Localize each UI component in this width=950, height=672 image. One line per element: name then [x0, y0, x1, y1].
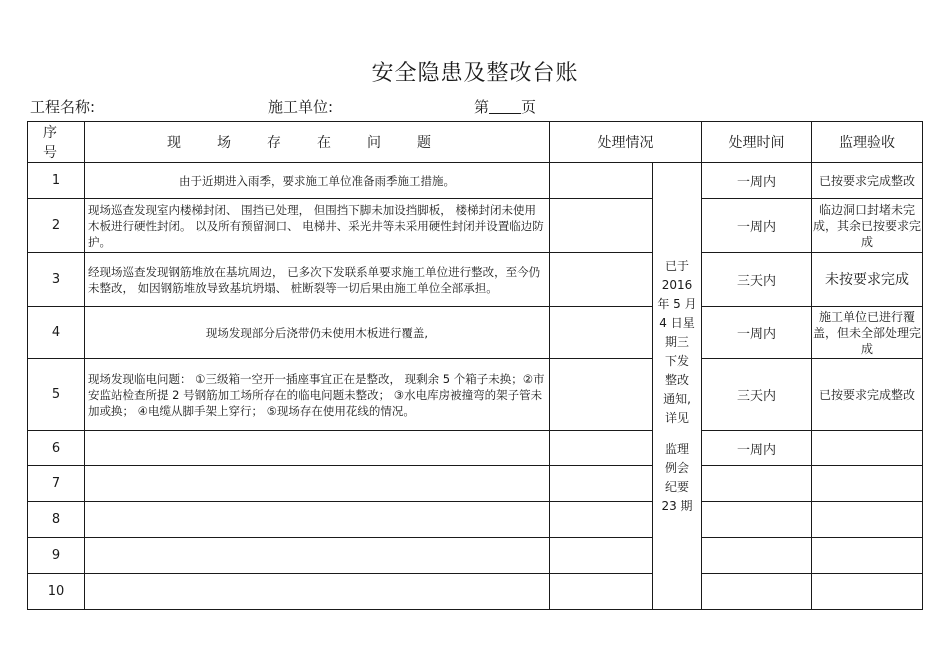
- row-number: 4: [28, 307, 85, 359]
- hazard-ledger-table: [27, 121, 923, 610]
- acceptance-cell: [812, 466, 923, 502]
- row-number: 6: [28, 431, 85, 466]
- handling-time-cell: 一周内: [702, 199, 812, 253]
- handling-cell: [550, 431, 653, 466]
- document-title: 安全隐患及整改台账: [371, 61, 579, 86]
- issue-text: 经现场巡查发现钢筋堆放在基坑周边， 已多次下发联系单要求施工单位进行整改，至今仍未整改， 如因钢筋堆放导致基坑坍塌、 桩断裂等一切后果由施工单位全部承担。: [88, 264, 541, 295]
- handling-cell: [550, 502, 653, 538]
- page-prefix: 第: [474, 98, 490, 116]
- handling-note-line: 期三: [664, 334, 689, 349]
- handling-note-line: 监理: [664, 441, 689, 456]
- table-row: [28, 466, 923, 502]
- handling-note-line: 整改: [664, 372, 689, 387]
- header-row: [28, 122, 923, 163]
- acceptance-cell: 施工单位已进行覆盖，但未全部处理完成: [812, 307, 923, 359]
- acceptance-cell: [812, 502, 923, 538]
- table-row: [28, 359, 923, 431]
- handling-note-line: 已于: [664, 258, 689, 273]
- handling-time-cell: 三天内: [702, 359, 812, 431]
- handling-cell: [550, 538, 653, 574]
- issue-cell: [85, 466, 550, 502]
- project-name-label: 工程名称:: [30, 98, 96, 116]
- handling-time-cell: [702, 538, 812, 574]
- handling-note-line: [653, 428, 701, 440]
- handling-note-line: 2016: [661, 277, 693, 292]
- table-row: [28, 574, 923, 610]
- issue-cell: [85, 253, 550, 307]
- handling-time-cell: [702, 574, 812, 610]
- handling-note-line: 纪要: [664, 479, 689, 494]
- handling-cell: [550, 199, 653, 253]
- table-row: [28, 538, 923, 574]
- column-header-handling: 处理情况: [550, 122, 702, 163]
- row-number: 1: [28, 163, 85, 199]
- handling-note-line: 详见: [664, 410, 689, 425]
- handling-time-cell: [702, 502, 812, 538]
- column-header-issue: 现场存在问题: [85, 122, 550, 163]
- handling-time-cell: 一周内: [702, 431, 812, 466]
- handling-time-cell: 一周内: [702, 163, 812, 199]
- acceptance-cell: [812, 538, 923, 574]
- handling-cell: [550, 253, 653, 307]
- handling-cell: [550, 359, 653, 431]
- row-number: 2: [28, 199, 85, 253]
- row-number: 7: [28, 466, 85, 502]
- table-row: [28, 502, 923, 538]
- issue-cell: [85, 163, 550, 199]
- handling-note-line: 年 5 月: [657, 296, 697, 311]
- page-suffix: 页: [521, 98, 537, 116]
- row-number: 5: [28, 359, 85, 431]
- page-number-field: [474, 96, 536, 117]
- acceptance-cell: 临边洞口封堵未完成，其余已按要求完成: [812, 199, 923, 253]
- handling-time-cell: [702, 466, 812, 502]
- table-row: [28, 199, 923, 253]
- handling-note-line: 例会: [664, 460, 689, 475]
- column-header-no: 序 号: [28, 122, 85, 163]
- handling-merged-note: [653, 163, 702, 610]
- acceptance-cell: [812, 574, 923, 610]
- issue-text: 现场巡查发现室内楼梯封闭、 围挡已处理， 但围挡下脚未加设挡脚板， 楼梯封闭未使用木板进行硬性封闭。 以及所有预留洞口、 电梯井、采光井等未采用硬性封闭并设置临边防护。: [88, 202, 544, 249]
- handling-cell: [550, 466, 653, 502]
- handling-time-cell: 三天内: [702, 253, 812, 307]
- column-header-acceptance: 监理验收: [812, 122, 923, 163]
- row-number: 9: [28, 538, 85, 574]
- issue-text: 由于近期进入雨季，要求施工单位准备雨季施工措施。: [179, 173, 455, 188]
- issue-cell: [85, 199, 550, 253]
- issue-cell: [85, 307, 550, 359]
- issue-cell: [85, 574, 550, 610]
- issue-cell: [85, 431, 550, 466]
- issue-text: 现场发现临电问题： ①三级箱一空开一插座事宜正在是整改， 现剩余 5 个箱子未换；②市安监站检查所提 2 号钢筋加工场所存在的临电问题未整改； ③水电库房被撞弯的架子管未加或换； ④电缆从脚手架上穿行； ⑤现场存在使用花线的情况。: [88, 371, 545, 418]
- handling-cell: [550, 574, 653, 610]
- construction-unit-label: 施工单位:: [268, 98, 334, 116]
- table-row: [28, 307, 923, 359]
- issue-text: 现场发现部分后浇带仍未使用木板进行覆盖,: [205, 325, 429, 340]
- issue-cell: [85, 359, 550, 431]
- column-header-time: 处理时间: [702, 122, 812, 163]
- issue-cell: [85, 538, 550, 574]
- handling-time-cell: 一周内: [702, 307, 812, 359]
- row-number: 3: [28, 253, 85, 307]
- table-row: [28, 431, 923, 466]
- acceptance-cell: 已按要求完成整改: [812, 163, 923, 199]
- page-number-blank[interactable]: [489, 99, 521, 114]
- acceptance-cell: 未按要求完成: [812, 253, 923, 307]
- row-number: 10: [28, 574, 85, 610]
- issue-cell: [85, 502, 550, 538]
- handling-note-line: 4 日星: [659, 315, 695, 330]
- handling-note-line: 23 期: [661, 498, 693, 513]
- handling-note-line: 下发: [664, 353, 689, 368]
- row-number: 8: [28, 502, 85, 538]
- acceptance-cell: 已按要求完成整改: [812, 359, 923, 431]
- acceptance-cell: [812, 431, 923, 466]
- table-row: [28, 253, 923, 307]
- table-row: [28, 163, 923, 199]
- handling-note-line: 通知,: [663, 391, 691, 406]
- handling-cell: [550, 163, 653, 199]
- handling-cell: [550, 307, 653, 359]
